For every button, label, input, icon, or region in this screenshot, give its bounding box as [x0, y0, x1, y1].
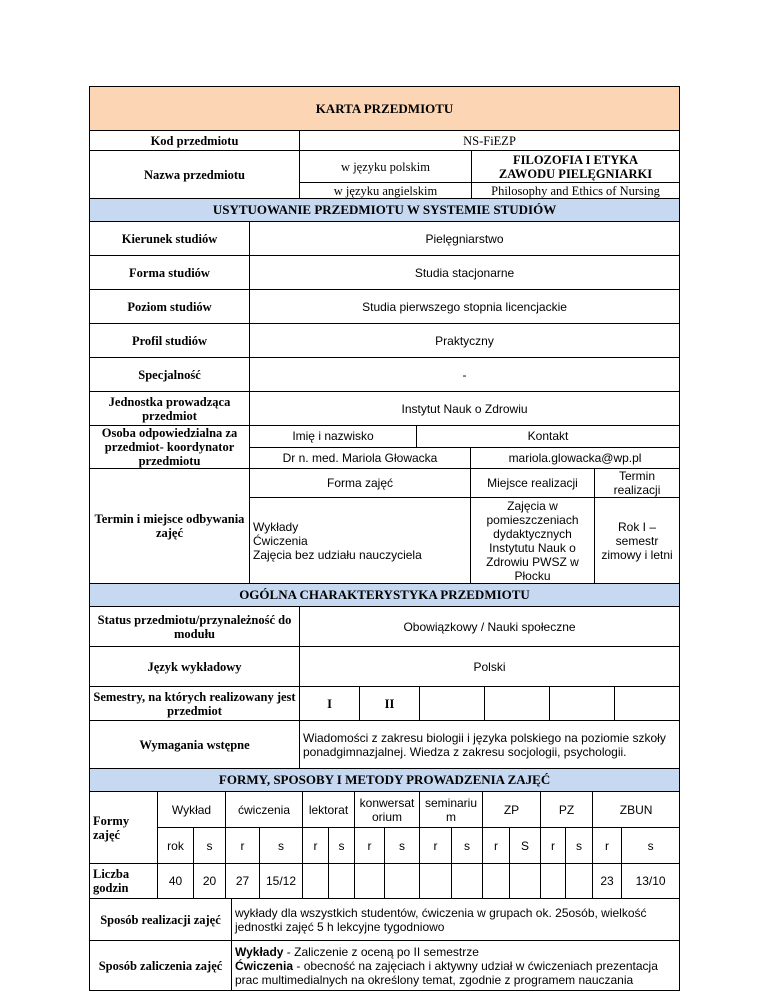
placement-label: Specjalność [90, 358, 250, 392]
requirements-label: Wymagania wstępne [90, 721, 300, 769]
coord-name: Dr n. med. Mariola Głowacka [250, 447, 471, 469]
sub-header: r [355, 828, 385, 864]
hours-cell [510, 864, 541, 899]
term-label: Termin i miejsce odbywania zajęć [90, 469, 250, 584]
methods-footer-table [89, 898, 680, 991]
group-header: seminariu m [420, 792, 483, 828]
sub-header: s [329, 828, 355, 864]
termin-value: Rok I – semestr zimowy i letni [595, 498, 680, 584]
realization-label: Sposób realizacji zajęć [90, 899, 232, 941]
coord-contact-header: Kontakt [417, 426, 680, 448]
placement-label: Forma studiów [90, 256, 250, 290]
placement-value: - [250, 358, 680, 392]
placement-value: Studia stacjonarne [250, 256, 680, 290]
unit-value: Instytut Nauk o Zdrowiu [250, 392, 680, 426]
general-table [89, 583, 680, 769]
group-header: ZBUN [593, 792, 680, 828]
lang-value: Polski [300, 647, 680, 687]
code-label: Kod przedmiotu [90, 131, 300, 151]
placement-label: Kierunek studiów [90, 222, 250, 256]
pl-label: w języku polskim [300, 151, 472, 183]
hours-cell [420, 864, 452, 899]
identification-table [89, 86, 680, 199]
sub-header: s [452, 828, 483, 864]
methods-section-title: FORMY, SPOSOBY I METODY PROWADZENIA ZAJĘĆ [90, 769, 680, 792]
placement-value: Praktyczny [250, 324, 680, 358]
lang-label: Język wykładowy [90, 647, 300, 687]
forma-header: Forma zajęć [250, 469, 471, 498]
placement-value: Studia pierwszego stopnia licencjackie [250, 290, 680, 324]
hours-cell [452, 864, 483, 899]
pl-value: FILOZOFIA I ETYKA ZAWODU PIELĘGNIARKI [472, 151, 680, 183]
hours-cell [541, 864, 566, 899]
sub-header: r [303, 828, 329, 864]
sub-header: s [194, 828, 226, 864]
status-value: Obowiązkowy / Nauki społeczne [300, 607, 680, 647]
hours-cell: 40 [158, 864, 194, 899]
credit-label: Sposób zaliczenia zajęć [90, 941, 232, 991]
sub-header: S [510, 828, 541, 864]
group-header: PZ [541, 792, 593, 828]
sub-header: s [385, 828, 420, 864]
semester-cell [615, 687, 680, 721]
hours-cell: 23 [593, 864, 622, 899]
coord-name-header: Imię i nazwisko [250, 426, 417, 448]
miejsce-value: Zajęcia w pomieszczeniach dydaktycznych Instytutu Nauk o Zdrowiu PWSZ w Płocku [471, 498, 595, 584]
hours-cell: 20 [194, 864, 226, 899]
coordinator-label: Osoba odpowiedzialna za przedmiot- koordynator przedmiotu [90, 426, 250, 469]
sub-header: s [566, 828, 593, 864]
course-card [89, 86, 679, 991]
sub-header: r [420, 828, 452, 864]
sub-header: r [593, 828, 622, 864]
en-label: w języku angielskim [300, 183, 472, 199]
hours-label: Liczba godzin [90, 864, 158, 899]
hours-cell [566, 864, 593, 899]
name-label: Nazwa przedmiotu [90, 151, 300, 199]
termin-header: Termin realizacji [595, 469, 680, 498]
miejsce-header: Miejsce realizacji [471, 469, 595, 498]
sub-header: r [226, 828, 260, 864]
forma-values: Wykłady Ćwiczenia Zajęcia bez udziału nauczyciela [250, 498, 471, 584]
hours-cell [385, 864, 420, 899]
status-label: Status przedmiotu/przynależność do modułu [90, 607, 300, 647]
semester-cell [420, 687, 485, 721]
semesters-label: Semestry, na których realizowany jest przedmiot [90, 687, 300, 721]
group-header: Wykład [158, 792, 226, 828]
sub-header: rok [158, 828, 194, 864]
hours-cell [483, 864, 510, 899]
group-header: ćwiczenia [226, 792, 303, 828]
hours-cell: 27 [226, 864, 260, 899]
placement-value: Pielęgniarstwo [250, 222, 680, 256]
group-header: ZP [483, 792, 541, 828]
sub-header: s [260, 828, 303, 864]
sub-header: s [622, 828, 680, 864]
semester-cell [485, 687, 550, 721]
hours-cell: 15/12 [260, 864, 303, 899]
hours-cell [303, 864, 329, 899]
hours-cell [329, 864, 355, 899]
realization-value: wykłady dla wszystkich studentów, ćwiczenia w grupach ok. 25osób, wielkość jednostki zajęć 5 h lekcyjne tygodniowo [232, 899, 680, 941]
unit-label: Jednostka prowadząca przedmiot [90, 392, 250, 426]
en-value: Philosophy and Ethics of Nursing [472, 183, 680, 199]
placement-table [89, 198, 680, 584]
semester-cell: I [300, 687, 360, 721]
page-title: KARTA PRZEDMIOTU [90, 87, 680, 131]
semester-cell: II [360, 687, 420, 721]
general-section-title: OGÓLNA CHARAKTERYSTYKA PRZEDMIOTU [90, 584, 680, 607]
hours-cell [355, 864, 385, 899]
group-header: konwersat orium [355, 792, 420, 828]
placement-section-title: USYTUOWANIE PRZEDMIOTU W SYSTEMIE STUDIÓW [90, 199, 680, 222]
group-header: lektorat [303, 792, 355, 828]
sub-header: r [483, 828, 510, 864]
hours-cell: 13/10 [622, 864, 680, 899]
coord-contact: mariola.glowacka@wp.pl [471, 447, 680, 469]
semester-cell [550, 687, 615, 721]
methods-table [89, 768, 680, 899]
placement-label: Poziom studiów [90, 290, 250, 324]
sub-header: r [541, 828, 566, 864]
formy-label: Formy zajęć [90, 792, 158, 864]
code-value: NS-FiEZP [300, 131, 680, 151]
credit-value: Wykłady - Zaliczenie z oceną po II semestrze Ćwiczenia - obecność na zajęciach i aktywny udział w ćwiczeniach prezentacja prac multimedialnych na określony temat, zgodnie z programem nauczania [232, 941, 680, 991]
placement-label: Profil studiów [90, 324, 250, 358]
requirements-value: Wiadomości z zakresu biologii i języka polskiego na poziomie szkoły ponadgimnazjalnej. Wiedza z zakresu socjologii, psychologii. [300, 721, 680, 769]
